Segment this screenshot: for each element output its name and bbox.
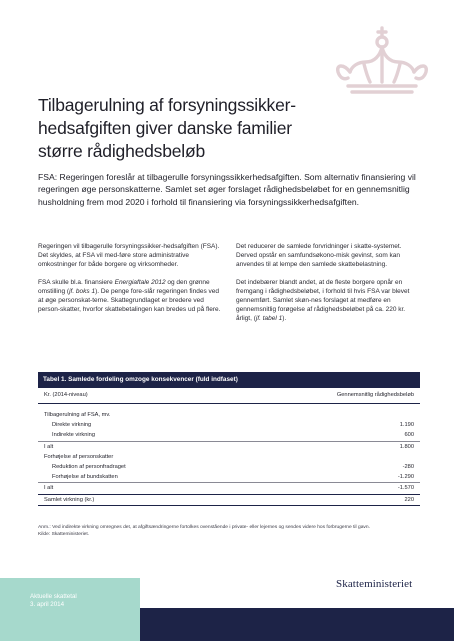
row-value: 1.190 bbox=[399, 422, 414, 429]
row-value: -280 bbox=[402, 464, 414, 471]
table-notes bbox=[38, 525, 420, 538]
crown-logo-icon bbox=[334, 26, 430, 94]
row-value: -1.290 bbox=[397, 474, 414, 481]
row-label: Direkte virkning bbox=[52, 422, 92, 429]
reference-tabel-1: jf. tabel 1 bbox=[255, 315, 283, 323]
ministry-logo-text: Skatteministeriet bbox=[336, 578, 413, 590]
column-header: Gennemsnitlig rådighedsbeløb bbox=[268, 388, 420, 404]
footer-navy-band bbox=[140, 608, 454, 641]
lead-paragraph: FSA: Regeringen foreslår at tilbagerulle forsyningssikkerhedsafgiften. Som alternativ finansiering vil regeringen øge personskatterne. Samlet set øger forslaget rådighedsbeløbet for en gennemsnitlig husholdning frem mod 2020 i forhold til finansiering via forsyningssikkerhedsafgiften. bbox=[38, 172, 416, 207]
table-row bbox=[38, 462, 420, 472]
table-header-row bbox=[38, 388, 420, 404]
row-value: 600 bbox=[404, 432, 414, 439]
row-label: I alt bbox=[38, 483, 268, 494]
table-row bbox=[38, 430, 420, 441]
publication-name: Aktuelle skattetal bbox=[30, 593, 77, 600]
row-label: Samlet virkning (kr.) bbox=[38, 494, 268, 505]
body-paragraph: Det reducerer de samlede forvridninger i skatte-systemet. Derved opstår en samfundsøkono-misk gevinst, som kan anvendes til at lempe den samlede skattebelastning. bbox=[236, 243, 402, 269]
table-source: Kilde: Skatteministeriet. bbox=[38, 531, 90, 537]
row-group-label: Forhøjelse af personskatter bbox=[44, 453, 114, 460]
column-header: Kr. (2014-niveau) bbox=[38, 388, 268, 404]
row-label: Forhøjelse af bundskatten bbox=[52, 474, 118, 481]
table-row bbox=[38, 452, 420, 462]
table-row bbox=[38, 441, 420, 452]
distribution-table bbox=[38, 388, 420, 506]
table-note: Anm.: Ved indirekte virkning omregnes det, at afgiftsændringerne fortolkes ovenstående i private- eller lejernes og sendes videre hos forbrugerne til gavn. bbox=[38, 525, 370, 530]
footer-label bbox=[30, 593, 77, 609]
body-paragraph: Regeringen vil tilbagerulle forsyningssikker-hedsafgiften (FSA). Det skyldes, at FSA vil med-føre store administrative omkostninger for både borgere og virksomheder. bbox=[38, 243, 220, 269]
body-column-left bbox=[38, 242, 222, 322]
table-title: Tabel 1. Samlede fordeling omzoge konsekvencer (fuld indfaset) bbox=[38, 372, 420, 388]
table-total-row bbox=[38, 494, 420, 505]
row-group-label: Tilbagerulning af FSA, mv. bbox=[44, 412, 111, 418]
row-label: I alt bbox=[38, 441, 268, 452]
table-1 bbox=[38, 372, 420, 506]
reference-energiaftale: Energiaftale 2012 bbox=[114, 278, 166, 286]
body-paragraph: Det indebærer blandt andet, at de fleste borgere opnår en fremgang i rådighedsbeløbet, i forhold til hvis FSA var blevet gennemført. Samlet skøn-nes forslaget at medføre en gennemsnitlig forøgelse af rådighedsbeløbet på ca. 220 kr. årligt, (jf. tabel 1). bbox=[236, 278, 410, 323]
page-title: Tilbagerulning af forsyningssikker-hedsafgiften giver danske familier større rådighedsbeløb bbox=[38, 95, 296, 161]
publication-date: 3. april 2014 bbox=[30, 601, 65, 609]
body-column-right bbox=[236, 242, 420, 332]
row-value: 1.800 bbox=[268, 441, 420, 452]
row-value: -1.570 bbox=[268, 483, 420, 494]
footer-teal-block bbox=[0, 578, 140, 641]
table-row bbox=[38, 483, 420, 494]
body-paragraph: FSA skulle bl.a. finansiere Energiaftale 2012 og den grønne omstilling (jf. boks 1). De penge fore-slår regeringen findes ved at øge personskat-terne. Skattegrundlaget er bredere ved person-skatter, hvorfor skattebetalingen kan bredes ud på flere. bbox=[38, 278, 221, 314]
row-label: Indirekte virkning bbox=[52, 432, 95, 439]
row-label: Reduktion af personfradraget bbox=[52, 464, 126, 471]
table-row bbox=[38, 410, 420, 420]
row-value: 220 bbox=[268, 494, 420, 505]
reference-boks-1: jf. boks 1 bbox=[69, 287, 96, 295]
table-row bbox=[38, 472, 420, 483]
table-row bbox=[38, 420, 420, 430]
